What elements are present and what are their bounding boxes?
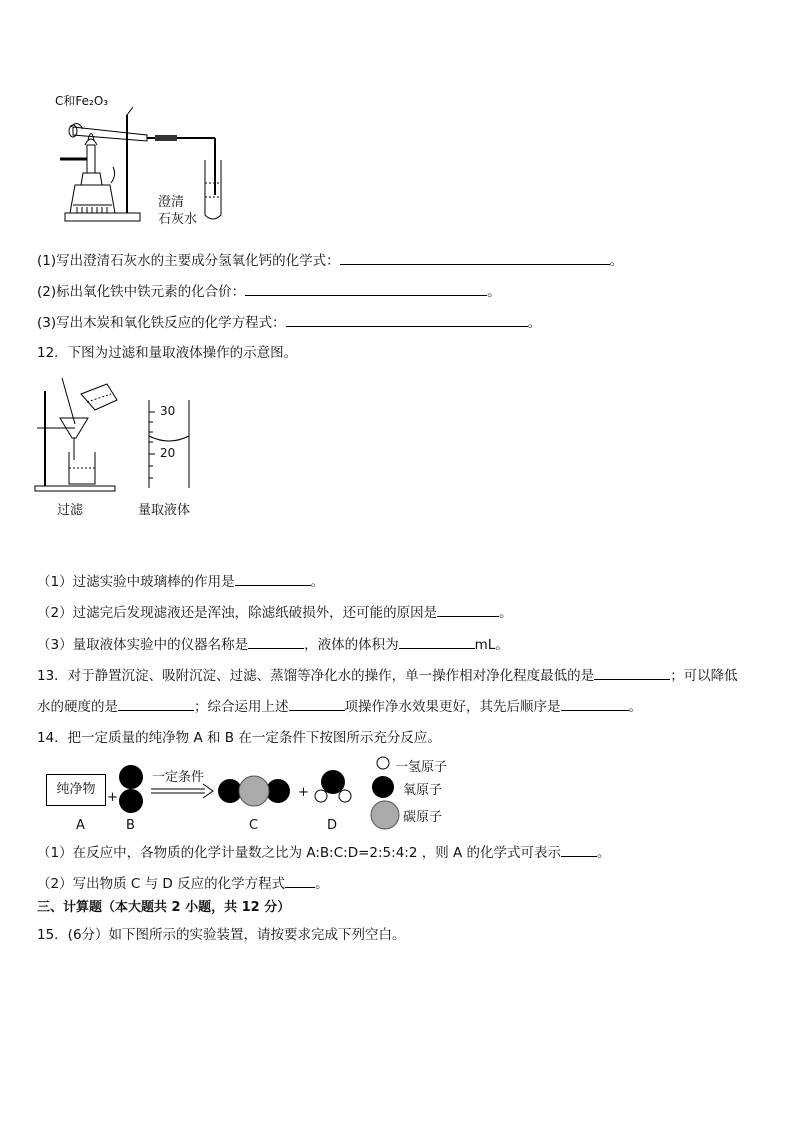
reaction-condition: 一定条件 xyxy=(152,770,205,785)
label-d: D xyxy=(327,818,338,833)
answer-blank[interactable] xyxy=(285,873,315,888)
answer-blank[interactable] xyxy=(561,696,629,711)
measure-figure-label: 量取液体 xyxy=(138,503,191,518)
label-c: C xyxy=(249,818,259,833)
q14-stem: 14．把一定质量的纯净物 A 和 B 在一定条件下按图所示充分反应。 xyxy=(37,730,441,746)
q11-part3: (3)写出木炭和氧化铁反应的化学方程式： 。 xyxy=(37,312,541,333)
q14-part1: （1）在反应中，各物质的化学计量数之比为 A:B:C:D=2:5:4:2 ，则 A 的化学式可表示 。 xyxy=(37,842,611,863)
answer-blank[interactable] xyxy=(399,634,475,649)
q12-stem: 12．下图为过滤和量取液体操作的示意图。 xyxy=(37,345,298,361)
answer-blank[interactable] xyxy=(245,281,487,296)
q14-part2: （2）写出物质 C 与 D 反应的化学方程式 。 xyxy=(37,873,329,894)
label-a: A xyxy=(76,818,85,833)
answer-blank[interactable] xyxy=(118,696,194,711)
q13-line1: 13．对于静置沉淀、吸附沉淀、过滤、蒸馏等净化水的操作，单一操作相对净化程度最低的是 ；可以降低 xyxy=(37,665,738,686)
q12-part1: （1）过滤实验中玻璃棒的作用是 。 xyxy=(37,571,324,592)
reduction-apparatus-figure xyxy=(55,105,235,225)
reagent-label: C和Fe₂O₃ xyxy=(55,94,109,108)
answer-blank[interactable] xyxy=(561,842,597,857)
cylinder-tick-30: 30 xyxy=(160,404,176,418)
answer-blank[interactable] xyxy=(340,250,610,265)
q11-part1: (1)写出澄清石灰水的主要成分氢氧化钙的化学式： 。 xyxy=(37,250,623,271)
answer-blank[interactable] xyxy=(437,602,499,617)
pure-substance-box: 纯净物 xyxy=(46,774,106,806)
section-3-title: 三、计算题（本大题共 2 小题，共 12 分） xyxy=(37,900,291,915)
filtration-figure xyxy=(35,376,125,494)
answer-blank[interactable] xyxy=(286,312,528,327)
q11-part2: (2)标出氧化铁中铁元素的化合价： 。 xyxy=(37,281,501,302)
q12-part3: （3）量取液体实验中的仪器名称是 ，液体的体积为 mL。 xyxy=(37,634,509,655)
filter-figure-label: 过滤 xyxy=(57,503,84,518)
plus-sign: + xyxy=(107,790,118,805)
water-label-line1: 澄清 xyxy=(158,195,185,210)
legend-hydrogen: 一氢原子 xyxy=(395,760,448,775)
plus-sign: + xyxy=(298,785,309,800)
answer-blank[interactable] xyxy=(289,696,345,711)
answer-blank[interactable] xyxy=(235,571,311,586)
label-b: B xyxy=(126,818,135,833)
q13-line2: 水的硬度的是 ；综合运用上述 项操作净水效果更好，其先后顺序是 。 xyxy=(37,696,642,717)
legend-oxygen: 氧原子 xyxy=(403,783,443,798)
q15-stem: 15．(6分）如下图所示的实验装置，请按要求完成下列空白。 xyxy=(37,927,406,943)
answer-blank[interactable] xyxy=(594,665,670,680)
water-label-line2: 石灰水 xyxy=(158,212,198,227)
q12-part2: （2）过滤完后发现滤液还是浑浊，除滤纸破损外，还可能的原因是 。 xyxy=(37,602,513,623)
legend-carbon: 碳原子 xyxy=(403,810,443,825)
answer-blank[interactable] xyxy=(248,634,304,649)
cylinder-tick-20: 20 xyxy=(160,446,176,460)
